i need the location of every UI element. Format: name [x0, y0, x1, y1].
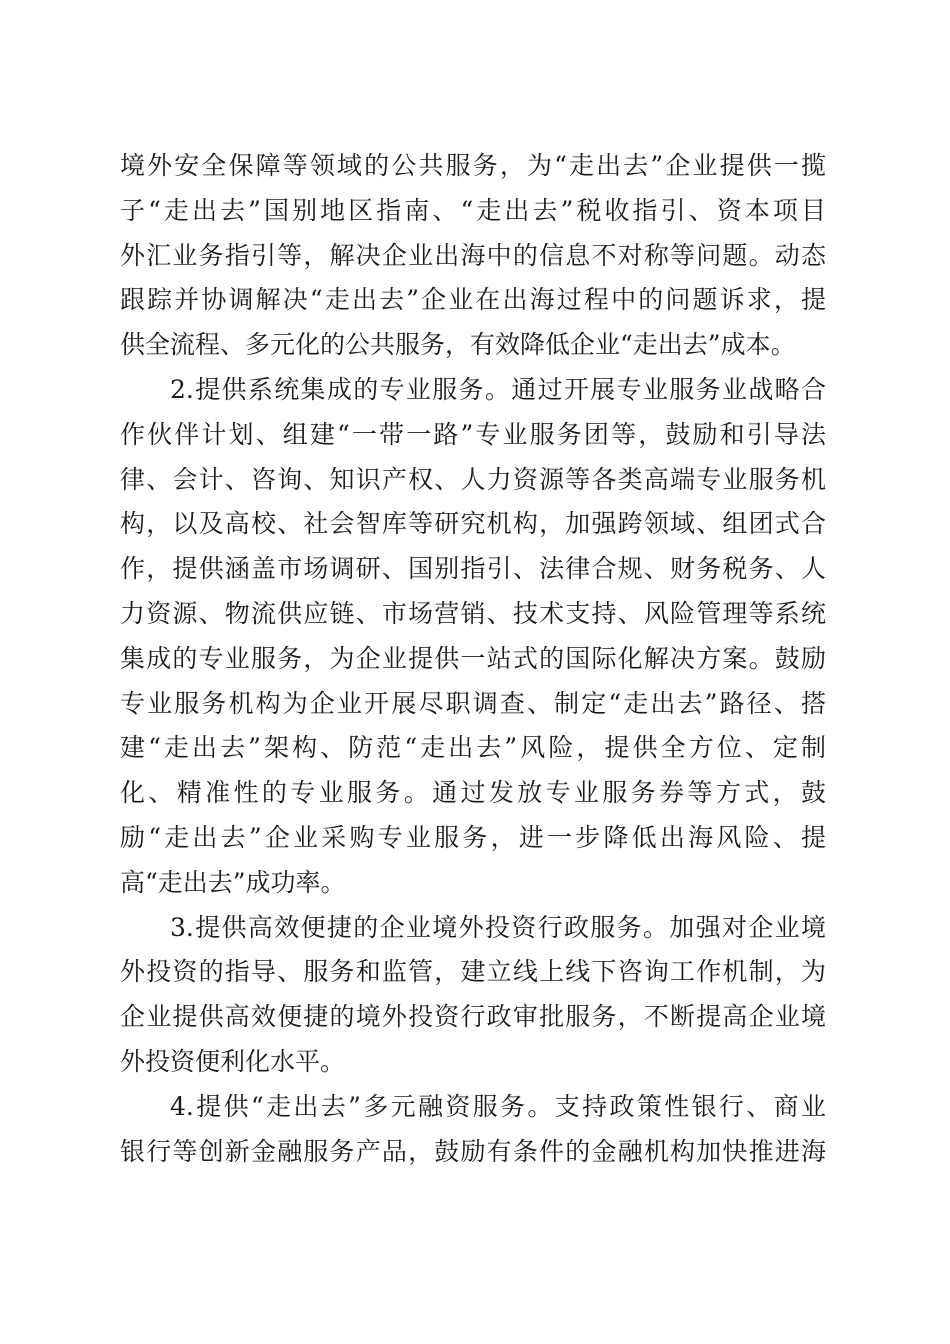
text-line: 境外安全保障等领域的公共服务，为“走出去”企业提供一揽: [120, 151, 826, 180]
text-line: 供全流程、多元化的公共服务，有效降低企业“走出去”成本。: [120, 330, 796, 360]
text-line: 力资源、物流供应链、市场营销、技术支持、风险管理等系统: [120, 598, 826, 628]
text-line: 律、会计、咨询、知识产权、人力资源等各类高端专业服务机: [120, 464, 826, 494]
text-line: 励“走出去”企业采购专业服务，进一步降低出海风险、提: [120, 822, 826, 852]
text-line: 银行等创新金融服务产品，鼓励有条件的金融机构加快推进海: [120, 1136, 826, 1166]
text-line: 作伙伴计划、组建“一带一路”专业服务团等，鼓励和引导法: [120, 419, 826, 449]
text-line: 集成的专业服务，为企业提供一站式的国际化解决方案。鼓励: [120, 643, 826, 673]
text-line: 2.提供系统集成的专业服务。通过开展专业服务业战略合: [170, 374, 826, 404]
text-line: 化、精准性的专业服务。通过发放专业服务券等方式，鼓: [120, 778, 826, 808]
text-line: 建“走出去”架构、防范“走出去”风险，提供全方位、定制: [120, 733, 826, 763]
text-line: 企业提供高效便捷的境外投资行政审批服务，不断提高企业境: [120, 1002, 826, 1032]
text-line: 高“走出去”成功率。: [120, 867, 346, 897]
text-line: 专业服务机构为企业开展尽职调查、制定“走出去”路径、搭: [120, 688, 826, 718]
text-line: 3.提供高效便捷的企业境外投资行政服务。加强对企业境: [170, 912, 826, 942]
text-line: 构，以及高校、社会智库等研究机构，加强跨领域、组团式合: [120, 509, 826, 539]
text-line: 外投资便利化水平。: [120, 1046, 346, 1076]
document-body: [120, 144, 826, 1174]
text-line: 作，提供涵盖市场调研、国别指引、法律合规、财务税务、人: [120, 554, 826, 584]
text-line: 外汇业务指引等，解决企业出海中的信息不对称等问题。动态: [120, 240, 826, 270]
text-line: 子“走出去”国别地区指南、“走出去”税收指引、资本项目: [120, 195, 826, 225]
text-line: 4.提供“走出去”多元融资服务。支持政策性银行、商业: [170, 1091, 826, 1121]
text-line: 跟踪并协调解决“走出去”企业在出海过程中的问题诉求，提: [120, 285, 826, 315]
text-line: 外投资的指导、服务和监管，建立线上线下咨询工作机制，为: [120, 957, 826, 987]
